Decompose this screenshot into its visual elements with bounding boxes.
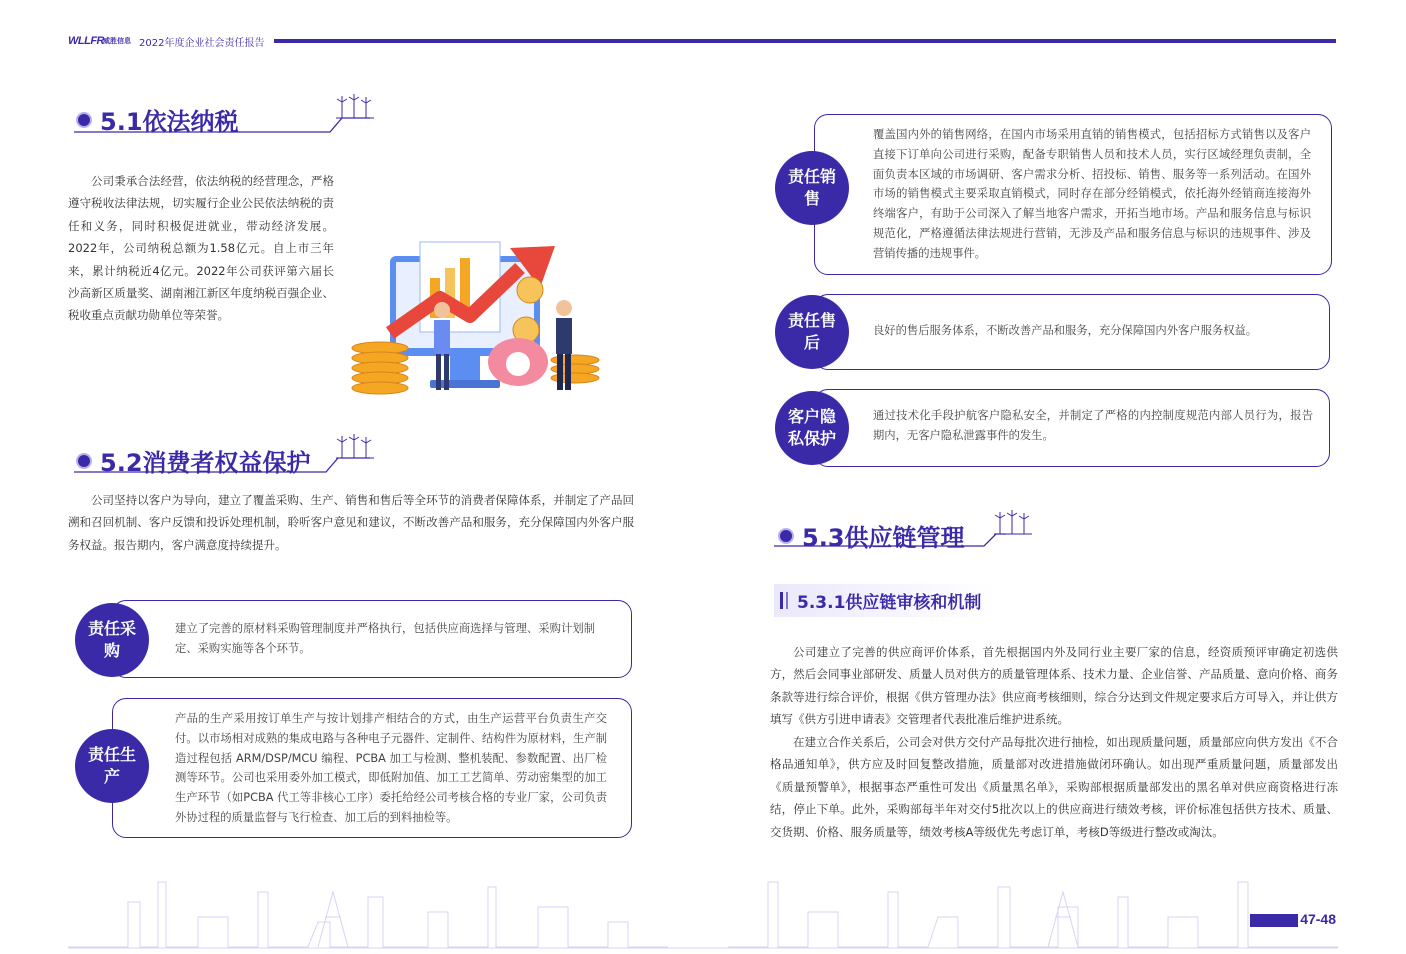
card-label: 责任采购 <box>87 619 136 660</box>
subheading-bar-icon <box>780 592 783 609</box>
company-logo-subtext: 威胜信息 <box>103 37 131 45</box>
card-text: 建立了完善的原材料采购管理制度并严格执行，包括供应商选择与管理、采购计划制定、采购实施等各个环节。 <box>175 622 595 655</box>
section-5-3-paragraph-1: 公司建立了完善的供应商评价体系，首先根据国内外及同行业主要厂家的信息，经资质预评审确定初选供方，然后会同事业部研发、质量人员对供方的质量管理体系、技术力量、企业信誉、产品质量、意向价格、商务条款等进行综合评价，根据《供方管理办法》供应商考核细则，综合分达到文件规定要求后方可导入，并让供方填写《供方引进申请表》交管理者代表批准后维护进系统。 <box>770 645 1338 727</box>
card-label-badge <box>75 729 149 803</box>
section-5-2-paragraph: 公司坚持以客户为导向，建立了覆盖采购、生产、销售和售后等全环节的消费者保障体系，并制定了产品回溯和召回机制、客户反馈和投诉处理机制，聆听客户意见和建议，不断改善产品和服务，充分保障国内外客户服务权益。报告期内，客户满意度持续提升。 <box>68 493 634 552</box>
subsection-heading-5-3-1 <box>774 584 995 617</box>
report-title: 2022年度企业社会责任报告 <box>139 38 265 49</box>
card-label: 客户隐私保护 <box>787 407 836 448</box>
card-text: 良好的售后服务体系，不断改善产品和服务，充分保障国内外客户服务权益。 <box>873 324 1258 337</box>
header-rule <box>274 39 1336 43</box>
card-text: 通过技术化手段护航客户隐私安全，并制定了严格的内控制度规范内部人员行为，报告期内，无客户隐私泄露事件的发生。 <box>873 409 1313 442</box>
section-5-1-paragraph: 公司秉承合法经营，依法纳税的经营理念，严格遵守税收法律法规，切实履行企业公民依法纳税的责任和义务，同时积极促进就业，带动经济发展。2022年，公司纳税总额为1.58亿元。自上市三年来，累计纳税近4亿元。2022年公司获评第六届长沙高新区质量奖、湖南湘江新区年度纳税百强企业、税收重点贡献功勋单位等荣誉。 <box>68 174 334 323</box>
section-title: 5.3供应链管理 <box>802 524 965 552</box>
heading-underline-decoration <box>70 92 380 138</box>
card-text: 覆盖国内外的销售网络，在国内市场采用直销的销售模式，包括招标方式销售以及客户直接下订单向公司进行采购，配备专职销售人员和技术人员，实行区域经理负责制，全面负责本区域的市场调研、客户需求分析、招投标、销售、服务等一系列活动。在国外市场的销售模式主要采取直销模式，同时存在部分经销模式，依托海外经销商连接海外终端客户，有助于公司深入了解当地客户需求，开拓当地市场。产品和服务信息与标识规范化，严格遵循法律法规进行营销，无涉及产品和服务信息与标识的违规事件、涉及营销传播的违规事件。 <box>873 128 1311 260</box>
section-title: 5.1依法纳税 <box>100 108 239 136</box>
card-label: 责任售后 <box>787 311 836 352</box>
subsection-title: 5.3.1供应链审核和机制 <box>797 593 982 613</box>
card-responsible-aftersales <box>814 294 1330 370</box>
wind-turbine-icon <box>336 92 376 122</box>
card-label-badge <box>775 391 849 465</box>
section-title: 5.2消费者权益保护 <box>100 449 311 477</box>
card-text: 产品的生产采用按订单生产与按计划排产相结合的方式，由生产运营平台负责生产交付。以市场相对成熟的集成电路与各种电子元器件、定制件、结构件为原材料，生产制造过程包括 ARM/DSP/MCU 编程、PCBA 加工与检测、整机装配、参数配置、出厂检测等环节。公司也采用委外加工模式，即低附加值、加工工艺简单、劳动密集型的加工生产环节（如PCBA 代工等非核心工序）委托给经公司考核合格的专业厂家，公司负责外协过程的质量监督与飞行检查、加工后的到料抽检等。 <box>175 712 607 824</box>
card-responsible-production <box>112 698 632 838</box>
page-numbers: 47-48 <box>1300 911 1336 927</box>
card-label-badge <box>775 295 849 369</box>
page-number-bar <box>1250 914 1298 927</box>
card-customer-privacy <box>814 389 1330 467</box>
wind-turbine-icon <box>994 508 1034 538</box>
heading-underline-decoration <box>70 432 380 478</box>
card-label: 责任生产 <box>87 745 136 786</box>
card-label-badge <box>75 603 149 677</box>
section-5-3-paragraph-2: 在建立合作关系后，公司会对供方交付产品每批次进行抽检，如出现质量问题，质量部应向供方发出《不合格品通知单》，供方应及时回复整改措施，质量部对改进措施做闭环确认。如出现严重质量问题，质量部发出《质量预警单》，根据事态严重性可发出《质量黑名单》，采购部根据质量部发出的黑名单对供应商资格进行冻结，停止下单。此外，采购部每半年对交付5批次以上的供应商进行绩效考核，评价标准包括供方技术、质量、交货期、价格、服务质量等，绩效考核A等级优先考虑订单，考核D等级进行整改或淘汰。 <box>770 735 1338 839</box>
subheading-bar-icon <box>786 592 788 609</box>
card-label-badge <box>775 151 849 225</box>
card-responsible-sales <box>814 114 1332 275</box>
company-logo: WLLFR <box>68 35 104 47</box>
card-responsible-procurement <box>112 600 632 678</box>
card-label: 责任销售 <box>787 167 836 208</box>
heading-underline-decoration <box>770 506 1010 552</box>
finance-growth-illustration <box>350 238 606 400</box>
city-skyline-decoration <box>68 862 1338 952</box>
wind-turbine-icon <box>336 432 376 462</box>
